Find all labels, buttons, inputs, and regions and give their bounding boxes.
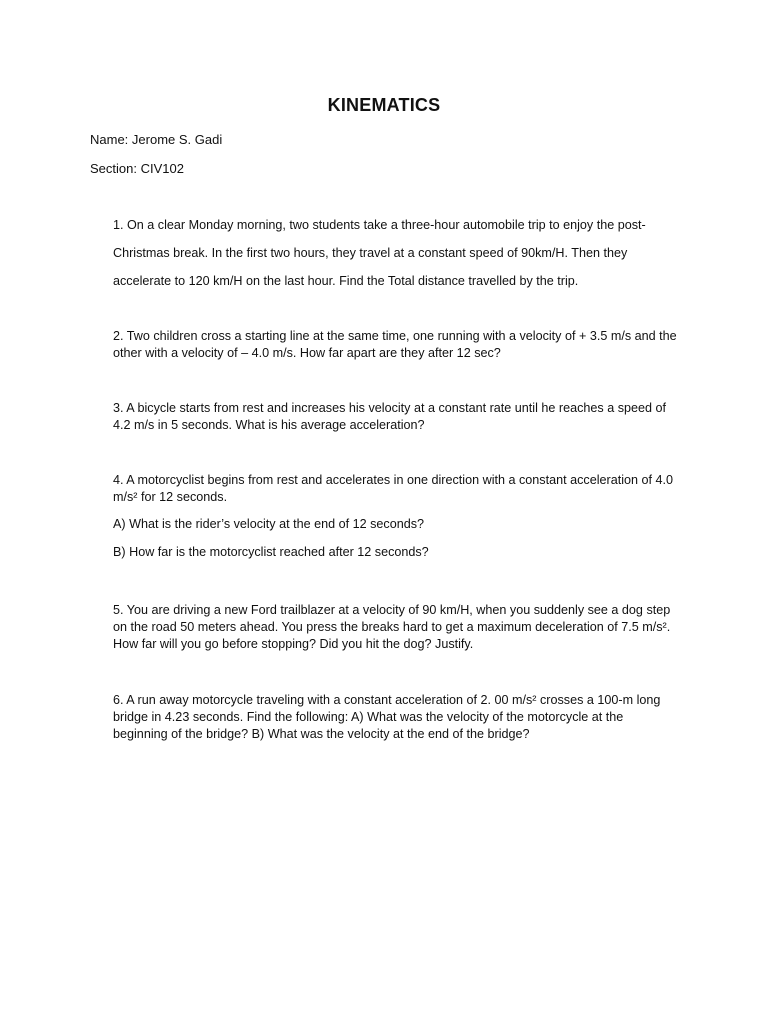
question-1-line-2: Christmas break. In the first two hours, they travel at a constant speed of 90km/H. Then they bbox=[113, 246, 628, 260]
question-5 bbox=[113, 602, 681, 653]
question-4-part-b: B) How far is the motorcyclist reached after 12 seconds? bbox=[113, 545, 429, 559]
question-5-text: 5. You are driving a new Ford trailblazer at a velocity of 90 km/H, when you suddenly see a dog step on the road 50 meters ahead. You press the breaks hard to get a maximum deceleration of 7.5 m/s². How far will you go before stopping? Did you hit the dog? Justify. bbox=[113, 603, 671, 651]
student-name: Name: Jerome S. Gadi bbox=[90, 132, 223, 147]
question-3-text: 3. A bicycle starts from rest and increases his velocity at a constant rate until he reaches a speed of 4.2 m/s in 5 seconds. What is his average acceleration? bbox=[113, 401, 667, 432]
question-6 bbox=[113, 692, 681, 743]
question-2 bbox=[113, 328, 681, 362]
question-4-text: 4. A motorcyclist begins from rest and accelerates in one direction with a constant acceleration of 4.0 m/s² for 12 seconds. bbox=[113, 473, 674, 504]
question-4 bbox=[113, 472, 681, 561]
document-title: KINEMATICS bbox=[327, 95, 441, 115]
question-6-text: 6. A run away motorcycle traveling with a constant acceleration of 2. 00 m/s² crosses a 100-m long bridge in 4.23 seconds. Find the following: A) What was the velocity of the motorcycle at the beginning of the bridge? B) What was the velocity at the end of the bridge? bbox=[113, 693, 661, 741]
question-1-line-1: 1. On a clear Monday morning, two students take a three-hour automobile trip to enjoy the post- bbox=[113, 218, 646, 232]
question-4-part-a: A) What is the rider’s velocity at the end of 12 seconds? bbox=[113, 517, 425, 531]
question-1-line-3: accelerate to 120 km/H on the last hour. Find the Total distance travelled by the trip. bbox=[113, 274, 579, 288]
question-1 bbox=[113, 211, 681, 295]
question-3 bbox=[113, 400, 681, 434]
question-2-text: 2. Two children cross a starting line at the same time, one running with a velocity of + 3.5 m/s and the other with a velocity of – 4.0 m/s. How far apart are they after 12 sec? bbox=[113, 329, 677, 360]
student-section: Section: CIV102 bbox=[90, 161, 184, 176]
